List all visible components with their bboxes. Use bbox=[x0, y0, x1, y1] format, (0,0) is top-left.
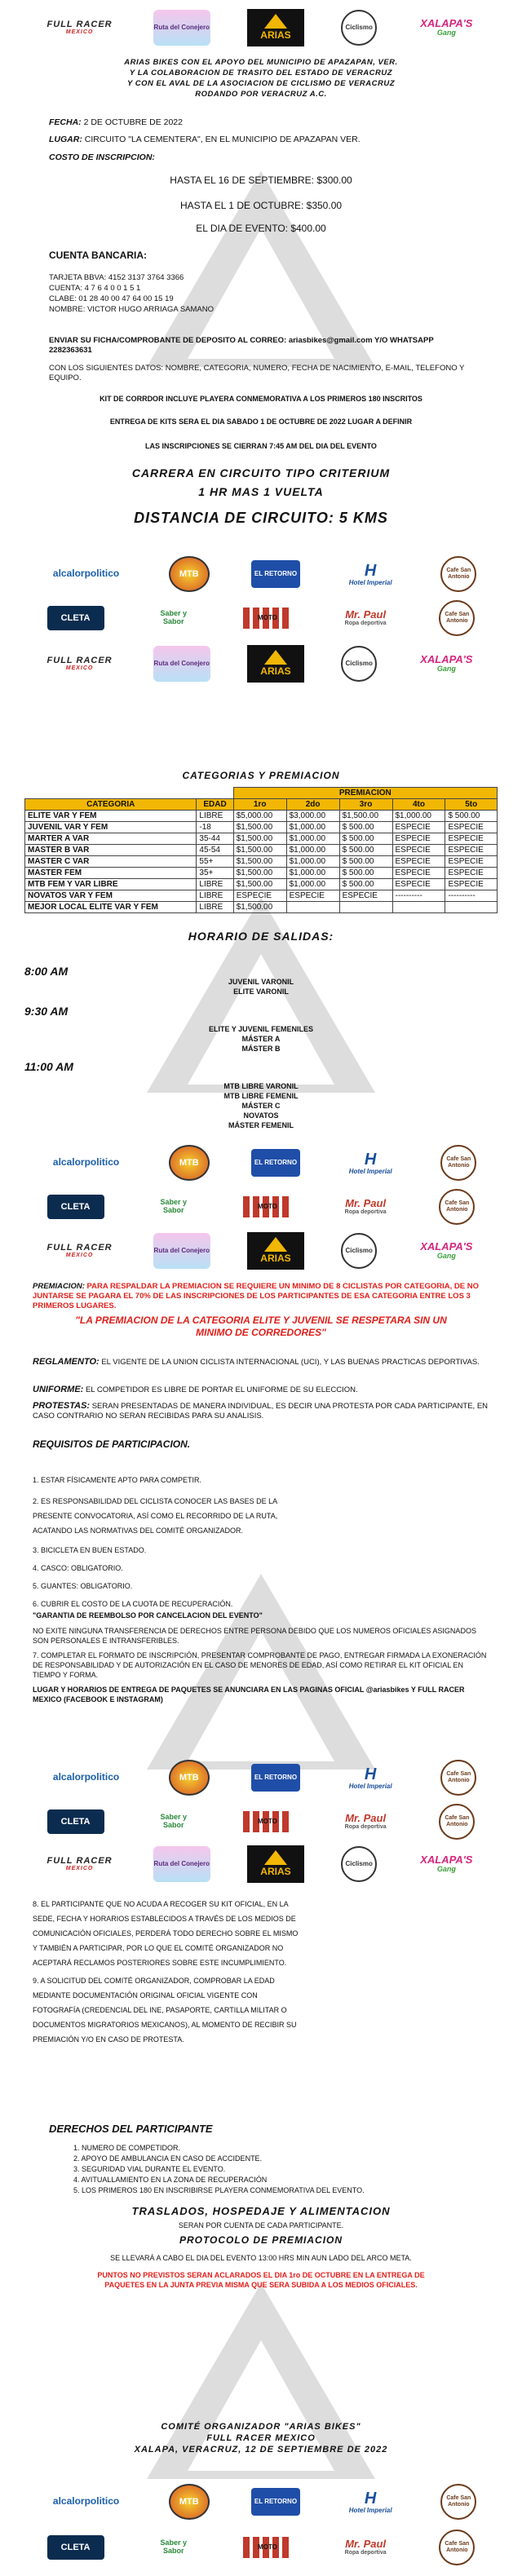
table-cell: $1,500.00 bbox=[233, 856, 286, 868]
cleta-logo: CLETA bbox=[47, 2535, 104, 2560]
alcalorpolitico-logo: alcalorpolitico bbox=[52, 568, 120, 580]
horario-title: HORARIO DE SALIDAS: bbox=[188, 930, 334, 943]
table-cell: ESPECIE bbox=[233, 890, 286, 902]
hotel-imperial-logo: H Hotel Imperial bbox=[348, 1150, 392, 1175]
protocolo-title: PROTOCOLO DE PREMIACION bbox=[179, 2234, 343, 2246]
cuenta-details: TARJETA BBVA: 4152 3137 3764 3366 CUENTA: 4 7 6 4 0 0 1 5 1 CLABE: 01 28 40 00 47 64 00 15 19 NOMBRE: VICTOR HUGO ARRIAGA SAMANO bbox=[49, 273, 214, 314]
table-row bbox=[25, 822, 498, 833]
table-cell: ESPECIE bbox=[445, 822, 498, 833]
traslados-text: SERAN POR CUENTA DE CADA PARTICIPANTE. bbox=[178, 2221, 344, 2229]
premiacion-note: PREMIACION: PARA RESPALDAR LA PREMIACION SE REQUIERE UN MINIMO DE 8 CICLISTAS POR CATEGORIA, DE NO JUNTARSE SE PAGARA EL 70% DE LAS INSCRIPCIONES DE LOS PARTICIPANTES DE ESA CATEGORIA ENTRE LOS 3 PRIMEROS LUGARES. bbox=[33, 1282, 479, 1310]
conejero-logo: Ruta del Conejero bbox=[153, 646, 210, 682]
table-row bbox=[25, 902, 498, 913]
mtb-logo: MTB bbox=[169, 1760, 210, 1796]
xalapas-gang-logo: XALAPA'S Gang bbox=[420, 16, 473, 38]
sponsor-logo-row bbox=[0, 551, 522, 597]
table-cell: $1,000.00 bbox=[286, 833, 339, 845]
saber-sabor-logo: Saber y Sabor bbox=[160, 2538, 188, 2555]
table-row bbox=[25, 890, 498, 902]
costo-title: COSTO DE INSCRIPCION: bbox=[49, 152, 155, 162]
comite-line: FULL RACER MEXICO bbox=[206, 2433, 316, 2443]
full-racer-logo: FULL RACER MEXICO bbox=[46, 1856, 113, 1872]
mr-paul-logo: Mr. Paul Ropa deportiva bbox=[344, 1812, 387, 1831]
costo-line: EL DIA DE EVENTO: $400.00 bbox=[196, 223, 326, 234]
saber-sabor-logo: Saber y Sabor bbox=[160, 609, 188, 625]
list-item: 6. CUBRIR EL COSTO DE LA CUOTA DE RECUPERACIÓN. bbox=[33, 1600, 233, 1608]
mtb-logo: MTB bbox=[169, 2484, 210, 2520]
mr-paul-logo: Mr. Paul Ropa deportiva bbox=[344, 608, 387, 627]
table-cell: $1,500.00 bbox=[233, 833, 286, 845]
cafe-logo: Cafe San Antonio bbox=[439, 2530, 475, 2565]
list-item: LUGAR Y HORARIOS DE ENTREGA DE PAQUETES SE ANUNCIARA EN LAS PAGINAS OFICIAL @ariasbikes Y FULL RACER MEXICO (FACEBOOK E INSTAGRAM) bbox=[33, 1686, 465, 1703]
table-row bbox=[25, 868, 498, 879]
list-item: 4. CASCO: OBLIGATORIO. bbox=[33, 1564, 123, 1572]
lugar-line: LUGAR: CIRCUITO "LA CEMENTERA", EN EL MUNICIPIO DE APAZAPAN VER. bbox=[49, 135, 361, 144]
traslados-title: TRASLADOS, HOSPEDAJE Y ALIMENTACION bbox=[131, 2205, 391, 2217]
table-cell bbox=[392, 902, 445, 913]
table-header: 3ro bbox=[339, 799, 392, 811]
list-item: 5. GUANTES: OBLIGATORIO. bbox=[33, 1582, 133, 1590]
list-item: 9. A SOLICITUD DEL COMITÉ ORGANIZADOR, COMPROBAR LA EDAD MEDIANTE DOCUMENTACIÓN ORIGINAL OFICIAL VIGENTE CON FOTOGRAFÍA (CREDENCIAL DEL INE, PASAPORTE, CARTILLA MILITAR O DOCUMENTOS MIGRATORIOS MEXICANOS), AL MOMENTO DE RECIBIR SU PREMIACIÓN Y/O EN CASO DE PROTESTA. bbox=[33, 1977, 297, 2044]
list-item: 2. APOYO DE AMBULANCIA EN CASO DE ACCIDENTE. bbox=[73, 2154, 263, 2163]
table-row bbox=[25, 833, 498, 845]
list-item: 1. ESTAR FÍSICAMENTE APTO PARA COMPETIR. bbox=[33, 1476, 202, 1484]
cleta-logo: CLETA bbox=[47, 1195, 104, 1219]
comite-line: COMITÉ ORGANIZADOR "ARIAS BIKES" bbox=[161, 2422, 361, 2432]
cafe-san-antonio-logo: Cafe San Antonio bbox=[440, 1760, 476, 1796]
table-cell: $1,500.00 bbox=[233, 845, 286, 856]
table-cell: $1,500.00 bbox=[339, 811, 392, 822]
table-cell: ESPECIE bbox=[445, 868, 498, 879]
table-cell: 35+ bbox=[197, 868, 233, 879]
alcalorpolitico-logo: alcalorpolitico bbox=[52, 1771, 120, 1783]
cleta-logo: CLETA bbox=[47, 1809, 104, 1834]
full-racer-logo: FULL RACER MEXICO bbox=[46, 656, 113, 672]
cafe-logo: Cafe San Antonio bbox=[439, 1804, 475, 1840]
sponsor-logo-row bbox=[0, 1228, 522, 1274]
table-cell: JUVENIL VAR Y FEM bbox=[25, 822, 197, 833]
elite-note: "LA PREMIACION DE LA CATEGORIA ELITE Y JUVENIL SE RESPETARA SIN UN MINIMO DE CORREDORES" bbox=[75, 1315, 447, 1338]
uniforme-line: UNIFORME: EL COMPETIDOR ES LIBRE DE PORTAR EL UNIFORME DE SU ELECCION. bbox=[33, 1385, 358, 1394]
horario-time: 8:00 AM bbox=[24, 965, 69, 978]
saber-sabor-logo: Saber y Sabor bbox=[160, 1198, 188, 1214]
sponsor-logo-row bbox=[0, 1799, 522, 1845]
cycling-club-logo: Ciclismo bbox=[341, 1846, 377, 1882]
table-cell: ESPECIE bbox=[445, 879, 498, 890]
arias-logo: ARIAS bbox=[247, 1232, 304, 1270]
table-cell: NOVATOS VAR Y FEM bbox=[25, 890, 197, 902]
table-cell: $1,000.00 bbox=[286, 868, 339, 879]
moto-logo: MOTO bbox=[243, 1811, 292, 1832]
list-item: 5. LOS PRIMEROS 180 EN INSCRIBIRSE PLAYERA CONMEMORATIVA DEL EVENTO. bbox=[73, 2186, 365, 2194]
table-cell bbox=[445, 902, 498, 913]
carrera-title: CARRERA EN CIRCUITO TIPO CRITERIUM bbox=[131, 466, 391, 479]
table-cell: ELITE VAR Y FEM bbox=[25, 811, 197, 822]
list-item: 1. NUMERO DE COMPETIDOR. bbox=[73, 2144, 181, 2152]
table-row bbox=[25, 811, 498, 822]
hotel-imperial-logo: H Hotel Imperial bbox=[348, 2489, 392, 2514]
costo-line: HASTA EL 16 DE SEPTIEMBRE: $300.00 bbox=[170, 175, 352, 186]
table-cell: ESPECIE bbox=[286, 890, 339, 902]
mr-paul-logo: Mr. Paul Ropa deportiva bbox=[344, 1197, 387, 1216]
cycling-club-logo: Ciclismo bbox=[341, 1233, 377, 1269]
table-cell bbox=[339, 902, 392, 913]
table-cell: MTB FEM Y VAR LIBRE bbox=[25, 879, 197, 890]
mtb-logo: MTB bbox=[169, 1145, 210, 1181]
sponsor-logo-row bbox=[0, 641, 522, 687]
table-cell bbox=[286, 902, 339, 913]
table-cell: $ 500.00 bbox=[339, 879, 392, 890]
table-cell: ESPECIE bbox=[445, 845, 498, 856]
table-cell: ESPECIE bbox=[392, 868, 445, 879]
categorias-title: CATEGORIAS Y PREMIACION bbox=[182, 770, 340, 781]
saber-sabor-logo: Saber y Sabor bbox=[160, 1813, 188, 1829]
table-cell: $ 500.00 bbox=[445, 811, 498, 822]
table-row bbox=[25, 879, 498, 890]
xalapas-gang-logo: XALAPA'S Gang bbox=[420, 652, 473, 674]
cafe-san-antonio-logo: Cafe San Antonio bbox=[440, 1145, 476, 1181]
table-cell: $ 500.00 bbox=[339, 856, 392, 868]
table-cell: ---------- bbox=[445, 890, 498, 902]
sponsor-logo-row bbox=[0, 5, 522, 51]
table-cell: ESPECIE bbox=[445, 856, 498, 868]
table-cell: MASTER B VAR bbox=[25, 845, 197, 856]
table-header: CATEGORIA bbox=[25, 799, 197, 811]
table-cell: ---------- bbox=[392, 890, 445, 902]
table-cell: ESPECIE bbox=[392, 879, 445, 890]
table-header: 5to bbox=[445, 799, 498, 811]
arias-watermark bbox=[139, 2275, 383, 2487]
table-cell: MEJOR LOCAL ELITE VAR Y FEM bbox=[25, 902, 197, 913]
table-cell: LIBRE bbox=[197, 902, 233, 913]
table-header: 4to bbox=[392, 799, 445, 811]
arias-logo: ARIAS bbox=[247, 645, 304, 683]
hotel-imperial-logo: H Hotel Imperial bbox=[348, 1765, 392, 1790]
full-racer-logo: FULL RACER MEXICO bbox=[46, 20, 113, 36]
table-cell: MASTER C VAR bbox=[25, 856, 197, 868]
puntos-text: PUNTOS NO PREVISTOS SERAN ACLARADOS EL DIA 1ro DE OCTUBRE EN LA ENTREGA DE PAQUETES EN LA JUNTA PREVIA MISMA QUE SERA SUBIDA A LOS MEDIOS OFICIALES. bbox=[97, 2271, 425, 2289]
list-item: 2. ES RESPONSABILIDAD DEL CICLISTA CONOCER LAS BASES DE LA PRESENTE CONVOCATORIA, ASÍ COMO EL RECORRIDO DE LA RUTA, ACATANDO LAS NORMATIVAS DEL COMITÉ ORGANIZADOR. bbox=[33, 1497, 278, 1535]
table-cell: 35-44 bbox=[197, 833, 233, 845]
table-cell: $1,500.00 bbox=[233, 902, 286, 913]
list-item: 7. COMPLETAR EL FORMATO DE INSCRIPCIÓN, PRESENTAR COMPROBANTE DE PAGO, ENTREGAR FIRMADA LA EXONERACIÓN DE RESPONSABILIDAD Y DE AUTORIZACIÓN EN EL CASO DE MENORES DE EDAD, ASÍ COMO RETIRAR EL KIT OFICIAL EN TIEMPO Y FORMA. bbox=[33, 1651, 487, 1679]
arias-logo: ARIAS bbox=[247, 9, 304, 46]
table-cell: -18 bbox=[197, 822, 233, 833]
cafe-logo: Cafe San Antonio bbox=[439, 600, 475, 636]
entrega-text: ENTREGA DE KITS SERA EL DIA SABADO 1 DE OCTUBRE DE 2022 LUGAR A DEFINIR bbox=[109, 418, 413, 426]
el-retorno-logo: EL RETORNO bbox=[251, 2488, 300, 2516]
moto-logo: MOTO bbox=[243, 1196, 292, 1217]
table-cell: $ 500.00 bbox=[339, 845, 392, 856]
horario-categories: ELITE Y JUVENIL FEMENILES MÁSTER A MÁSTER B bbox=[208, 1025, 314, 1053]
xalapas-gang-logo: XALAPA'S Gang bbox=[420, 1239, 473, 1261]
kit-text: KIT DE CORRDOR INCLUYE PLAYERA CONMEMORATIVA A LOS PRIMEROS 180 INSCRITOS bbox=[100, 395, 422, 403]
table-header: EDAD bbox=[197, 799, 233, 811]
requisitos-list-2 bbox=[33, 1897, 302, 2047]
table-cell: 45-54 bbox=[197, 845, 233, 856]
sponsor-logo-row bbox=[0, 1140, 522, 1186]
horario-categories: MTB LIBRE VARONIL MTB LIBRE FEMENIL MÁSTER C NOVATOS MÁSTER FEMENIL bbox=[223, 1082, 299, 1129]
sponsor-logo-row bbox=[0, 595, 522, 641]
table-cell: MASTER FEM bbox=[25, 868, 197, 879]
cafe-san-antonio-logo: Cafe San Antonio bbox=[440, 2484, 476, 2520]
list-item: NO EXITE NINGUNA TRANSFERENCIA DE DERECHOS ENTRE PERSONA DEBIDO QUE LOS NUMEROS OFICIALES ASIGNADOS SON PERSONALES E INTRANSFERIBLES. bbox=[33, 1627, 476, 1645]
table-cell: ESPECIE bbox=[392, 845, 445, 856]
cierre-text: LAS INSCRIPCIONES SE CIERRAN 7:45 AM DEL DIA DEL EVENTO bbox=[145, 442, 377, 450]
table-cell: ESPECIE bbox=[339, 890, 392, 902]
table-cell: $ 500.00 bbox=[339, 822, 392, 833]
table-cell: $1,000.00 bbox=[286, 822, 339, 833]
table-cell: $3,000.00 bbox=[286, 811, 339, 822]
cycling-club-logo: Ciclismo bbox=[341, 646, 377, 682]
table-cell: ESPECIE bbox=[392, 833, 445, 845]
mr-paul-logo: Mr. Paul Ropa deportiva bbox=[344, 2538, 387, 2556]
list-item: 3. SEGURIDAD VIAL DURANTE EL EVENTO. bbox=[73, 2165, 226, 2173]
table-cell: $ 500.00 bbox=[339, 868, 392, 879]
fecha-line: FECHA: 2 DE OCTUBRE DE 2022 bbox=[49, 117, 183, 127]
conejero-logo: Ruta del Conejero bbox=[153, 1846, 210, 1882]
table-cell: $1,500.00 bbox=[233, 822, 286, 833]
cafe-san-antonio-logo: Cafe San Antonio bbox=[440, 556, 476, 592]
table-row bbox=[25, 856, 498, 868]
table-cell: ESPECIE bbox=[445, 833, 498, 845]
moto-logo: MOTO bbox=[243, 2537, 292, 2558]
derechos-title: DERECHOS DEL PARTICIPANTE bbox=[49, 2123, 213, 2135]
conejero-logo: Ruta del Conejero bbox=[153, 1233, 210, 1269]
table-cell: ESPECIE bbox=[392, 856, 445, 868]
table-cell: $1,000.00 bbox=[286, 856, 339, 868]
derechos-list bbox=[73, 2143, 365, 2196]
sponsor-logo-row bbox=[0, 1755, 522, 1801]
sponsor-logo-row bbox=[0, 1841, 522, 1887]
protocolo-text: SE LLEVARÁ A CABO EL DIA DEL EVENTO 13:00 HRS MIN AUN LADO DEL ARCO META. bbox=[110, 2254, 412, 2262]
sponsor-logo-row bbox=[0, 2525, 522, 2570]
premiacion-table bbox=[24, 787, 498, 913]
table-cell: $1,500.00 bbox=[233, 879, 286, 890]
envio-text: ENVIAR SU FICHA/COMPROBANTE DE DEPOSITO AL CORREO: ariasbikes@gmail.com Y/O WHATSAPP 2282363631 bbox=[49, 336, 434, 355]
horario-categories: JUVENIL VARONIL ELITE VARONIL bbox=[228, 978, 294, 996]
xalapas-gang-logo: XALAPA'S Gang bbox=[420, 1853, 473, 1874]
table-cell: LIBRE bbox=[197, 811, 233, 822]
el-retorno-logo: EL RETORNO bbox=[251, 560, 300, 588]
list-item: 4. AVITUALLAMIENTO EN LA ZONA DE RECUPERACIÓN bbox=[73, 2176, 268, 2184]
table-cell: 55+ bbox=[197, 856, 233, 868]
cafe-logo: Cafe San Antonio bbox=[439, 1189, 475, 1225]
table-cell: $5,000.00 bbox=[233, 811, 286, 822]
premiacion-group-header: PREMIACION bbox=[233, 788, 497, 799]
sponsor-logo-row bbox=[0, 2479, 522, 2525]
horario-time: 11:00 AM bbox=[24, 1060, 73, 1073]
header-text: ARIAS BIKES CON EL APOYO DEL MUNICIPIO DE APAZAPAN, VER. Y LA COLABORACION DE TRASITO DEL ESTADO DE VERACRUZ Y CON EL AVAL DE LA ASOCIACION DE CICLISMO DE VERACRUZ RODANDO POR VERACRUZ A.C. bbox=[124, 58, 398, 99]
list-item: 8. EL PARTICIPANTE QUE NO ACUDA A RECOGER SU KIT OFICIAL, EN LA SEDE, FECHA Y HORARIOS ESTABLECIDOS A TRAVÉS DE LOS MEDIOS DE COMUNICACIÓN OFICIALES, PERDERÁ TODO DERECHO SOBRE EL MISMO Y TAMBIÉN A PARTICIPAR, POR LO QUE EL COMITÉ ORGANIZADOR NO ACEPTARÁ RECLAMOS POSTERIORES SOBRE ESTE INCUMPLIMIENTO. bbox=[33, 1900, 299, 1967]
alcalorpolitico-logo: alcalorpolitico bbox=[52, 1156, 120, 1169]
arias-logo: ARIAS bbox=[247, 1845, 304, 1883]
table-cell: LIBRE bbox=[197, 890, 233, 902]
requisitos-title: REQUISITOS DE PARTICIPACION. bbox=[33, 1438, 191, 1450]
table-cell: $ 500.00 bbox=[339, 833, 392, 845]
costo-line: HASTA EL 1 DE OCTUBRE: $350.00 bbox=[179, 200, 343, 211]
mtb-logo: MTB bbox=[169, 556, 210, 592]
datos-text: CON LOS SIGUIENTES DATOS: NOMBRE, CATEGORIA, NUMERO, FECHA DE NACIMIENTO, E-MAIL, TELEFONO Y EQUIPO. bbox=[49, 364, 465, 382]
cuenta-title: CUENTA BANCARIA: bbox=[49, 250, 147, 261]
table-cell: ESPECIE bbox=[392, 822, 445, 833]
carrera-subtitle: 1 HR MAS 1 VUELTA bbox=[198, 485, 324, 498]
el-retorno-logo: EL RETORNO bbox=[251, 1149, 300, 1177]
table-cell: MARTER A VAR bbox=[25, 833, 197, 845]
table-cell: LIBRE bbox=[197, 879, 233, 890]
alcalorpolitico-logo: alcalorpolitico bbox=[52, 2495, 120, 2508]
distancia-title: DISTANCIA DE CIRCUITO: 5 KMS bbox=[134, 510, 388, 526]
hotel-imperial-logo: H Hotel Imperial bbox=[348, 561, 392, 586]
list-item: "GARANTIA DE REEMBOLSO POR CANCELACION DEL EVENTO" bbox=[33, 1611, 263, 1619]
table-cell: $1,500.00 bbox=[233, 868, 286, 879]
el-retorno-logo: EL RETORNO bbox=[251, 1764, 300, 1792]
table-cell: $1,000.00 bbox=[286, 879, 339, 890]
table-cell: $1,000.00 bbox=[392, 811, 445, 822]
cycling-club-logo: Ciclismo bbox=[341, 10, 377, 46]
cleta-logo: CLETA bbox=[47, 606, 104, 630]
requisitos-list bbox=[33, 1474, 489, 1704]
sponsor-logo-row bbox=[0, 1184, 522, 1230]
table-header: 2do bbox=[286, 799, 339, 811]
table-header: 1ro bbox=[233, 799, 286, 811]
full-racer-logo: FULL RACER MEXICO bbox=[46, 1243, 113, 1259]
list-item: 3. BICICLETA EN BUEN ESTADO. bbox=[33, 1546, 147, 1554]
protestas-line: PROTESTAS: SERAN PRESENTADAS DE MANERA INDIVIDUAL, ES DECIR UNA PROTESTA POR CADA PARTICIPANTE, EN CASO CONTRARIO NO SERAN RECIBIDAS PARA SU ANALISIS. bbox=[33, 1401, 489, 1421]
horario-time: 9:30 AM bbox=[24, 1005, 69, 1018]
moto-logo: MOTO bbox=[243, 608, 292, 629]
comite-line: XALAPA, VERACRUZ, 12 DE SEPTIEMBRE DE 2022 bbox=[134, 2445, 388, 2454]
table-cell: $1,000.00 bbox=[286, 845, 339, 856]
reglamento-line: REGLAMENTO: EL VIGENTE DE LA UNION CICLISTA INTERNACIONAL (UCI), Y LAS BUENAS PRACTICAS DEPORTIVAS. bbox=[33, 1357, 480, 1367]
table-row bbox=[25, 845, 498, 856]
conejero-logo: Ruta del Conejero bbox=[153, 10, 210, 46]
